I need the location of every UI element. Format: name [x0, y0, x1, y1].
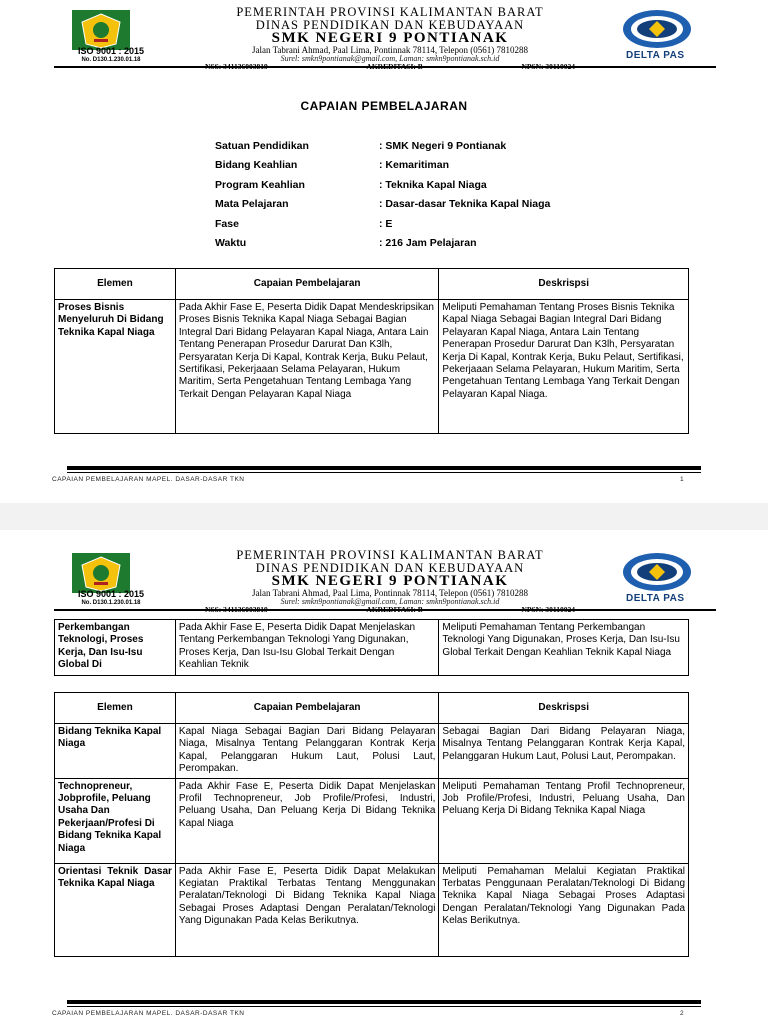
province-logo-icon: [72, 553, 130, 593]
info-row: [215, 159, 550, 178]
iso-badge: [66, 47, 156, 63]
footer-text: CAPAIAN PEMBELAJARAN MAPEL. DASAR-DASAR TKN: [52, 476, 245, 483]
info-block: [215, 140, 550, 256]
iso-number: No. D130.1.230.01.18: [81, 599, 141, 606]
header-deskripsi: Deskrispsi: [439, 269, 689, 300]
delta-pas-logo: DELTA PAS: [626, 593, 685, 604]
delta-pas-logo: DELTA PAS: [626, 50, 685, 61]
letterhead-address: Jalan Tabrani Ahmad, Paal Lima, Pontinnak 78114, Telepon (0561) 7810288: [251, 588, 529, 598]
letterhead: [54, 6, 716, 66]
cell-deskripsi: Meliputi Pemahaman Tentang Perkembangan Teknologi Yang Digunakan, Proses Kerja, Dan Isu-Isu Global Terkait Dengan Keahlian Teknik Kapal Niaga: [439, 620, 689, 676]
page-number: 1: [680, 476, 684, 483]
footer-rule: [67, 1000, 701, 1004]
letterhead-contact: Surel: smkn9pontianak@gmail.com, Laman: smkn9pontianak.sch.id: [280, 597, 500, 606]
cell-capaian: Pada Akhir Fase E, Peserta Didik Dapat Menjelaskan Tentang Perkembangan Teknologi Yang Digunakan, Proses Kerja, Dan Isu-Isu Global Terkait Dengan Keahlian Teknik: [175, 620, 439, 676]
info-value: : 216 Jam Pelajaran: [379, 236, 477, 249]
cell-capaian: Pada Akhir Fase E, Peserta Didik Dapat Melakukan Kegiatan Praktikal Terbatas Tentang Menggunakan Peralatan/Teknologi Di Bidang Teknika Kapal Niaga Sebagai Proses Adaptasi Dengan Peralatan/Teknologi Yang Digunakan Pada Kelas Berikutnya.: [175, 863, 439, 956]
page-number: 2: [680, 1010, 684, 1017]
letterhead-province: PEMERINTAH PROVINSI KALIMANTAN BARAT: [236, 548, 544, 562]
cell-capaian: Pada Akhir Fase E, Peserta Didik Dapat Menjelaskan Profil Technopreneur, Job Profile/Profesi, Industri, Peluang Usaha, Dan Peluang Kerja Di Bidang Teknika Kapal Niaga: [175, 778, 439, 863]
header-deskripsi: Deskrispsi: [439, 693, 689, 724]
info-key: Bidang Keahlian: [215, 159, 298, 172]
info-value: : Teknika Kapal Niaga: [379, 178, 487, 191]
footer-rule: [67, 466, 701, 470]
info-key: Fase: [215, 217, 239, 230]
header-capaian: Capaian Pembelajaran: [175, 269, 439, 300]
info-value: : E: [379, 217, 393, 230]
page-1: [0, 0, 768, 503]
cell-deskripsi: Meliputi Pemahaman Tentang Proses Bisnis Teknika Kapal Niaga Sebagai Bagian Integral Dari Bidang Pelayaran Kapal Niaga, Antara Lain Tentang Penerapan Prosedur Darurat Dan K3lh, Persyaratan Kerja Di Kapal, Kontrak Kerja, Buku Pelaut, Sertifikasi, Pekerjaaan Selama Pelayaran, Hukum Maritim, Serta Pengetahuan Tentang Lembaga Yang Terkait Dengan Pelayaran Kapal Niaga.: [439, 300, 689, 434]
page-title: CAPAIAN PEMBELAJARAN: [300, 99, 468, 113]
header-capaian: Capaian Pembelajaran: [175, 693, 439, 724]
cell-deskripsi: Sebagai Bagian Dari Bidang Pelayaran Niaga, Misalnya Tentang Pelanggaran Kontrak Kerja Kapal, Pelanggaran Hukum Laut, Polusi Laut, Perompakan.: [439, 724, 689, 779]
letterhead-dinas: DINAS PENDIDIKAN DAN KEBUDAYAAN: [255, 17, 525, 32]
table-row: [55, 778, 689, 863]
letterhead-address: Jalan Tabrani Ahmad, Paal Lima, Pontinnak 78114, Telepon (0561) 7810288: [251, 45, 529, 55]
capaian-table-2: [54, 692, 689, 957]
info-row: [215, 179, 550, 198]
info-row: [215, 140, 550, 159]
table-header-row: [55, 693, 689, 724]
header-elemen: Elemen: [55, 269, 176, 300]
table-header-row: [55, 269, 689, 300]
info-key: Mata Pelajaran: [215, 198, 289, 211]
info-value: : Dasar-dasar Teknika Kapal Niaga: [379, 198, 551, 211]
table-row: [55, 863, 689, 956]
school-logo-icon: [622, 9, 692, 49]
info-row: [215, 237, 550, 256]
info-row: [215, 218, 550, 237]
letterhead-province: PEMERINTAH PROVINSI KALIMANTAN BARAT: [236, 5, 544, 19]
letterhead-text: [169, 549, 611, 614]
cell-elemen: Bidang Teknika Kapal Niaga: [55, 724, 176, 779]
header-elemen: Elemen: [55, 693, 176, 724]
table-row: [55, 300, 689, 434]
letterhead-school: SMK NEGERI 9 PONTIANAK: [271, 30, 509, 46]
letterhead-text: [169, 6, 611, 71]
letterhead-school: SMK NEGERI 9 PONTIANAK: [271, 573, 509, 589]
iso-badge: [66, 590, 156, 606]
footer-text: CAPAIAN PEMBELAJARAN MAPEL. DASAR-DASAR TKN: [52, 1010, 245, 1017]
cell-capaian: Kapal Niaga Sebagai Bagian Dari Bidang Pelayaran Niaga, Misalnya Tentang Pelanggaran Kontrak Kerja Kapal, Pelanggaran Hukum Laut, Polusi Laut, Perompakan.: [175, 724, 439, 779]
letterhead-rule: [54, 609, 716, 611]
iso-label: ISO 9001 : 2015: [77, 46, 145, 56]
cell-elemen: Perkembangan Teknologi, Proses Kerja, Dan Isu-Isu Global Di: [55, 620, 176, 676]
cell-elemen: Technopreneur, Jobprofile, Peluang Usaha Dan Pekerjaan/Profesi Di Bidang Teknika Kapal Niaga: [55, 778, 176, 863]
info-key: Satuan Pendidikan: [215, 140, 309, 152]
letterhead-contact: Surel: smkn9pontianak@gmail.com, Laman: smkn9pontianak.sch.id: [280, 54, 500, 63]
info-value: : SMK Negeri 9 Pontianak: [379, 140, 507, 152]
iso-number: No. D130.1.230.01.18: [81, 56, 141, 63]
footer-rule-thin: [67, 472, 701, 473]
cell-deskripsi: Meliputi Pemahaman Melalui Kegiatan Praktikal Terbatas Penggunaan Peralatan/Teknologi Di Bidang Teknika Kapal Niaga Sebagai Proses Adaptasi Dengan Peralatan/Teknologi Yang Digunakan Pada Kelas Berikutnya.: [439, 863, 689, 956]
school-logo-icon: [622, 552, 692, 592]
info-key: Program Keahlian: [215, 178, 305, 191]
cell-deskripsi: Meliputi Pemahaman Tentang Profil Technopreneur, Job Profile/Profesi, Industri, Peluang Usaha, Dan Peluang Kerja Di Bidang Teknika Kapal Niaga: [439, 778, 689, 863]
letterhead: [54, 549, 716, 609]
info-key: Waktu: [215, 236, 247, 249]
province-logo-icon: [72, 10, 130, 50]
cell-elemen: Proses Bisnis Menyeluruh Di Bidang Teknika Kapal Niaga: [55, 300, 176, 434]
cell-elemen: Orientasi Teknik Dasar Teknika Kapal Niaga: [55, 863, 176, 956]
info-row: [215, 198, 550, 217]
letterhead-rule: [54, 66, 716, 68]
capaian-table-1: [54, 268, 689, 434]
capaian-table-continued: [54, 619, 689, 676]
footer-rule-thin: [67, 1006, 701, 1007]
cell-capaian: Pada Akhir Fase E, Peserta Didik Dapat Mendeskripsikan Proses Bisnis Teknika Kapal Niaga Sebagai Bagian Integral Dari Bidang Pelayaran Kapal Niaga, Antara Lain Tentang Penerapan Prosedur Darurat Dan K3lh, Persyaratan Kerja Di Kapal, Kontrak Kerja, Buku Pelaut, Sertifikasi, Pekerjaaan Selama Pelayaran, Hukum Maritim, Serta Pengetahuan Tentang Lembaga Yang Terkait Dengan Pelayaran Kapal Niaga: [175, 300, 439, 434]
page-2: [0, 530, 768, 1024]
letterhead-dinas: DINAS PENDIDIKAN DAN KEBUDAYAAN: [255, 560, 525, 575]
table-row: [55, 724, 689, 779]
iso-label: ISO 9001 : 2015: [77, 589, 145, 599]
info-value: : Kemaritiman: [379, 159, 450, 172]
table-row: [55, 620, 689, 676]
